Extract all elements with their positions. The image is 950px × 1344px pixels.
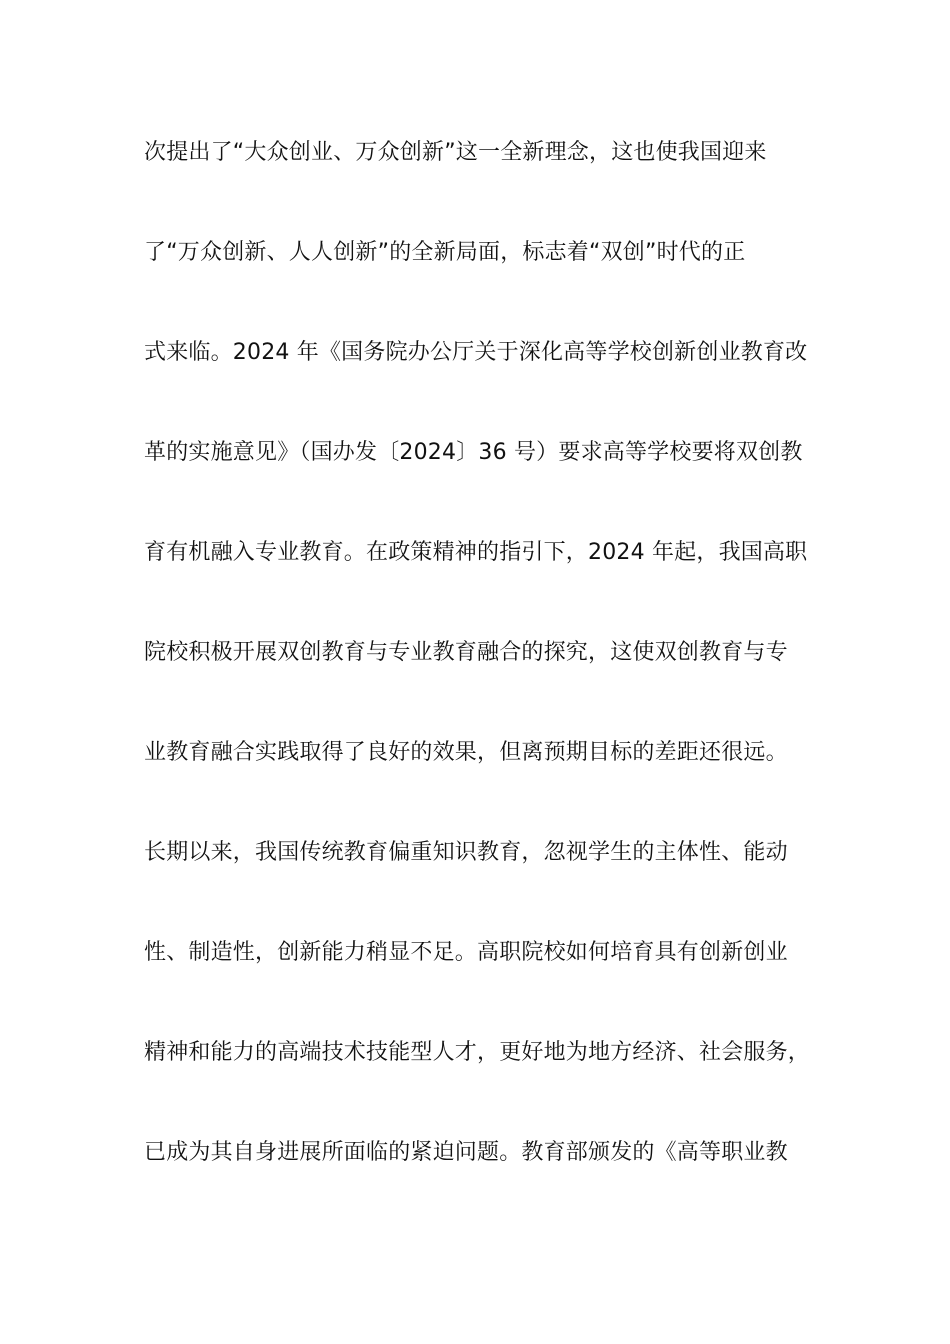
text-line: 育有机融入专业教育。在政策精神的指引下，2024 年起，我国高职 (144, 540, 808, 565)
text-line: 式来临。2024 年《国务院办公厅关于深化高等学校创新创业教育改 (144, 340, 808, 365)
text-line: 已成为其自身进展所面临的紧迫问题。教育部颁发的《高等职业教 (144, 1140, 788, 1165)
text-line: 院校积极开展双创教育与专业教育融合的探究，这使双创教育与专 (144, 640, 788, 665)
text-line: 业教育融合实践取得了良好的效果，但离预期目标的差距还很远。 (144, 740, 788, 765)
body-text (144, 128, 834, 1228)
text-line: 了“万众创新、人人创新”的全新局面，标志着“双创”时代的正 (144, 240, 746, 265)
text-line: 精神和能力的高端技术技能型人才，更好地为地方经济、社会服务， (144, 1040, 811, 1065)
text-line: 革的实施意见》（国办发〔2024〕36 号）要求高等学校要将双创教 (144, 440, 803, 465)
text-line: 长期以来，我国传统教育偏重知识教育，忽视学生的主体性、能动 (144, 840, 788, 865)
text-line: 次提出了“大众创业、万众创新”这一全新理念，这也使我国迎来 (144, 140, 767, 165)
text-line: 性、制造性，创新能力稍显不足。高职院校如何培育具有创新创业 (144, 940, 788, 965)
